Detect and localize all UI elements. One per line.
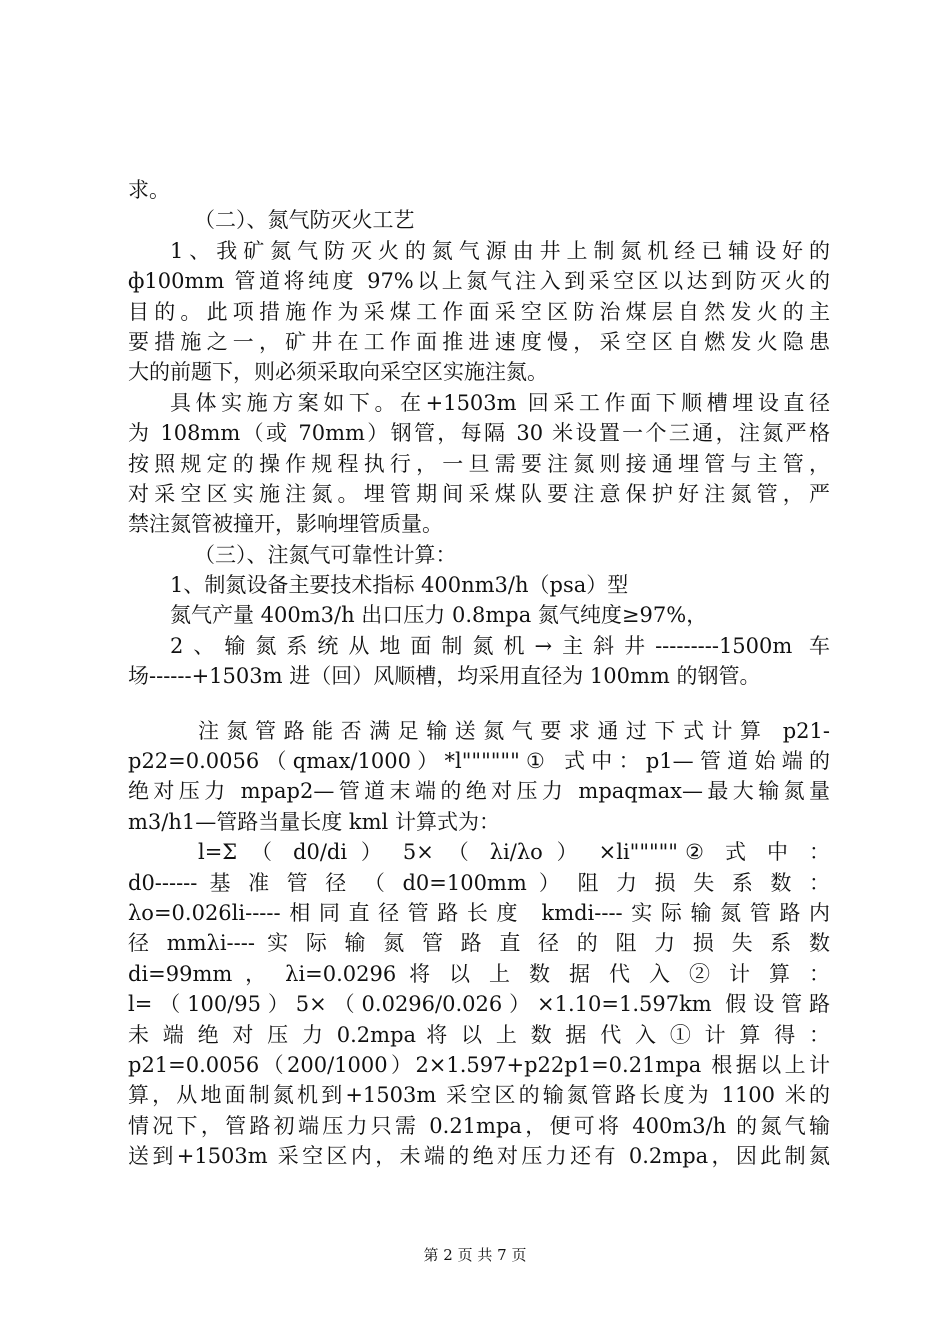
text-line: 注氮管路能否满足输送氮气要求通过下式计算 p21-	[198, 718, 830, 743]
text-line: 1、制氮设备主要技术指标 400nm3/h（psa）型	[170, 573, 629, 598]
text-line: l=（100/95）5×（0.0296/0.026）×1.10=1.597km 假设管路	[128, 992, 830, 1017]
text-line: di=99mm ， λi=0.0296 将 以 上 数 据 代 入 ② 计 算 ：	[128, 961, 830, 986]
text-line: 目的。此项措施作为采煤工作面采空区防治煤层自然发火的主	[128, 299, 830, 324]
text-line: 算，从地面制氮机到+1503m 采空区的输氮管路长度为 1100 米的	[128, 1083, 830, 1108]
text-line: p21=0.0056（200/1000）2×1.597+p22p1=0.21mpa 根据以上计	[128, 1052, 830, 1077]
page-number-footer: 第 2 页 共 7 页	[423, 1246, 527, 1264]
text-line: 2、输氮系统从地面制氮机→主斜井---------1500m 车	[170, 633, 830, 658]
text-line: 大的前题下，则必须采取向采空区实施注氮。	[128, 360, 548, 385]
text-line: 未 端 绝 对 压 力 0.2mpa 将 以 上 数 据 代 入 ① 计 算 得 ：	[128, 1022, 830, 1047]
text-line: 要措施之一，矿井在工作面推进速度慢，采空区自燃发火隐患	[128, 329, 830, 354]
text-line: 径 mmλi---- 实 际 输 氮 管 路 直 径 的 阻 力 损 失 系 数	[128, 931, 830, 956]
text-line: 具体实施方案如下。在+1503m 回采工作面下顺槽埋设直径	[170, 390, 830, 415]
text-line: 场------+1503m 进（回）风顺槽，均采用直径为 100mm 的钢管。	[128, 664, 761, 689]
text-line: 1、我矿氮气防灭火的氮气源由井上制氮机经已辅设好的	[170, 238, 830, 263]
text-line: p22=0.0056（qmax/1000）*l""""""① 式中：p1—管道始端的	[128, 749, 830, 774]
text-line: d0------ 基 准 管 径 （ d0=100mm ） 阻 力 损 失 系 数 ：	[128, 870, 830, 895]
text-line: 按照规定的操作规程执行，一旦需要注氮则接通埋管与主管，	[128, 451, 830, 476]
text-line: 对采空区实施注氮。埋管期间采煤队要注意保护好注氮管，严	[128, 481, 830, 506]
text-line: 绝对压力 mpap2—管道末端的绝对压力 mpaqmax—最大输氮量	[128, 779, 830, 804]
section-heading: （二）、氮气防灭火工艺	[194, 208, 415, 233]
text-line: m3/h1—管路当量长度 kml 计算式为：	[128, 809, 500, 834]
text-line: λo=0.026li-----相同直径管路长度 kmdi----实际输氮管路内	[128, 900, 830, 925]
text-line: 为 108mm（或 70mm）钢管，每隔 30 米设置一个三通，注氮严格	[128, 421, 830, 446]
text-line: 求。	[128, 178, 170, 202]
formula-line: l=Σ （ d0/di ） 5× （ λi/λo ） ×li"""""② 式 中 ：	[198, 840, 830, 865]
text-line: 情况下，管路初端压力只需 0.21mpa，便可将 400m3/h 的氮气输	[128, 1113, 830, 1138]
document-body	[128, 175, 830, 1172]
text-line: 氮气产量 400m3/h 出口压力 0.8mpa 氮气纯度≥97%，	[170, 603, 708, 628]
text-line: 送到+1503m 采空区内，未端的绝对压力还有 0.2mpa，因此制氮	[128, 1144, 830, 1169]
section-heading: （三）、注氮气可靠性计算：	[194, 542, 457, 567]
text-line: 禁注氮管被撞开，影响埋管质量。	[128, 512, 443, 537]
text-line: ф100mm 管道将纯度 97%以上氮气注入到采空区以达到防灭火的	[128, 269, 830, 294]
paragraph-gap	[128, 692, 830, 716]
